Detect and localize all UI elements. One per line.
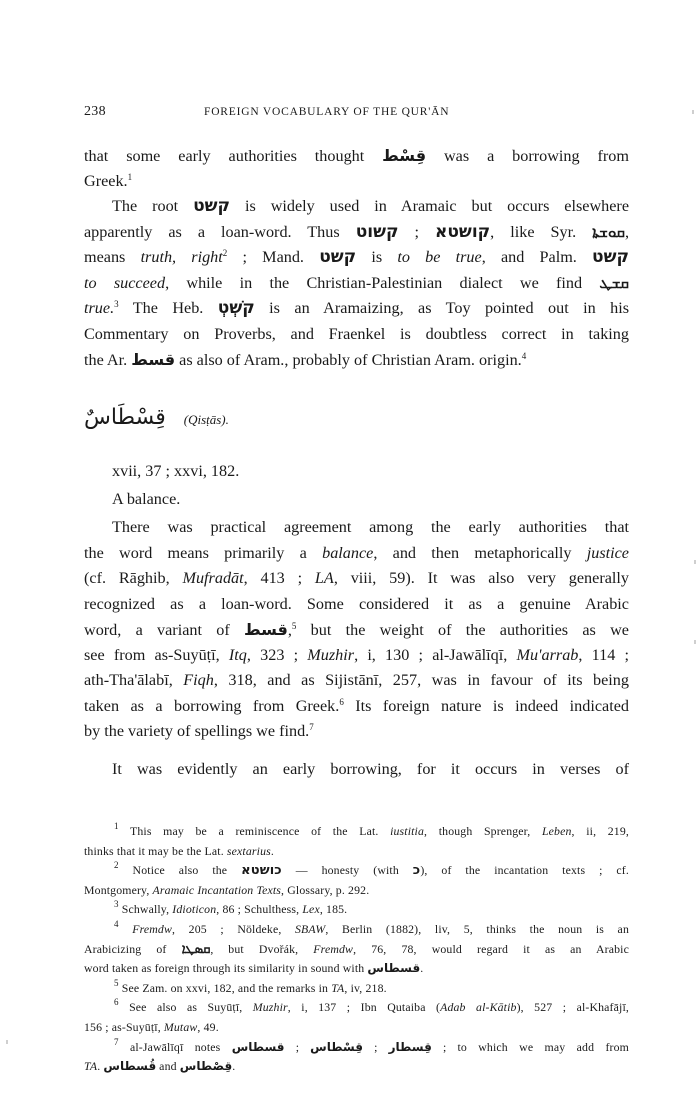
text-run: , Berlin (1882), liv, 5, thinks the noun is an — [325, 921, 629, 936]
arabic-word: قسط — [131, 350, 176, 369]
arabic-word: قِسطار — [388, 1039, 432, 1054]
italic-term: TA — [84, 1059, 98, 1074]
text-line — [84, 592, 629, 618]
text-run: . — [270, 843, 274, 858]
entry-references — [84, 459, 629, 485]
text-run: Schwally, — [118, 902, 173, 917]
text-run: , viii, 59). It was also very generally — [333, 569, 629, 587]
footnote-line — [84, 940, 629, 960]
text-line — [84, 271, 629, 297]
text-run: Greek. — [84, 171, 128, 190]
text-run: see from as-Suyūṭī, — [84, 645, 229, 664]
italic-term: justice — [586, 543, 629, 562]
italic-term: Fremdw — [132, 921, 172, 936]
italic-term: iustitia — [390, 824, 425, 838]
text-run: Montgomery, — [84, 882, 153, 897]
footnote-line — [84, 861, 629, 881]
footnote-marker: 4 — [114, 918, 119, 929]
paragraph-early-borrowing — [84, 757, 629, 783]
text-run: The root — [112, 197, 194, 215]
text-run: was a borrowing from — [426, 147, 629, 165]
italic-term: Aramaic Incantation Texts — [152, 882, 282, 897]
entry-headword — [84, 405, 229, 430]
footnote-line — [84, 900, 629, 920]
footnote-marker: 6 — [114, 997, 119, 1008]
text-line — [84, 322, 629, 348]
text-run: , 86 ; Schulthess, — [216, 902, 303, 917]
text-run: , though Sprenger, — [424, 824, 542, 838]
hebrew-word: כ — [412, 863, 421, 879]
hebrew-word: קשט — [193, 196, 231, 216]
headword-transliteration: (Qisṭās). — [183, 412, 229, 427]
italic-term: Adab al-Kātib — [440, 1000, 517, 1015]
text-run: ath-Tha'ālabī, — [84, 671, 184, 689]
text-line — [84, 643, 629, 669]
hebrew-word: כושטא — [241, 863, 282, 879]
text-line — [84, 668, 629, 694]
syriac-word: ܩܘܫܬܐ — [592, 222, 625, 241]
scan-artifact — [692, 110, 694, 114]
footnote-line — [84, 1018, 629, 1038]
text-run: , while in the Christian-Palestinian dialect we find — [165, 273, 600, 292]
scan-artifact — [694, 560, 696, 564]
italic-term: Fiqh — [183, 671, 214, 689]
italic-term: Mutaw — [163, 1019, 198, 1034]
text-run: See also as Suyūṭī, — [118, 1000, 253, 1015]
footnote-marker: 5 — [291, 621, 297, 631]
italic-term: Itq — [228, 645, 247, 664]
text-line — [84, 347, 629, 373]
text-run: , and then metaphorically — [373, 543, 587, 562]
italic-term: LA — [314, 569, 334, 587]
text-run: Notice also the — [118, 863, 242, 878]
italic-term: sextarius — [226, 843, 271, 858]
page-number: 238 — [84, 104, 106, 119]
footnote-marker: 1 — [114, 821, 119, 831]
footnote-line — [84, 1038, 629, 1058]
text-run: al-Jawālīqī notes — [118, 1039, 232, 1054]
text-run: , Glossary, p. 292. — [281, 882, 370, 897]
hebrew-word: קשוט — [355, 221, 399, 242]
arabic-word: قِصْطاس — [179, 1059, 233, 1074]
footnote-marker: 2 — [222, 248, 228, 258]
text-run: that some early authorities thought — [84, 147, 383, 165]
text-run: is an Aramaizing, as Toy pointed out in his — [254, 299, 630, 317]
text-run: is widely used in Aramaic but occurs elsewhere — [230, 197, 630, 215]
text-run: , 413 ; — [243, 569, 315, 587]
text-line — [84, 296, 629, 322]
italic-term: Muzhir — [252, 1000, 288, 1015]
italic-term: to succeed — [84, 273, 166, 292]
text-line — [84, 617, 629, 643]
text-run: and — [156, 1059, 180, 1074]
text-run: , 185. — [319, 902, 348, 917]
paragraph-agreement — [84, 515, 629, 745]
italic-term: true. — [84, 299, 115, 317]
footnote-line — [84, 998, 629, 1018]
footnote-line — [84, 842, 629, 862]
text-run: There was practical agreement among the early authorities that — [112, 518, 629, 536]
text-line — [84, 194, 629, 220]
scan-artifact — [694, 640, 696, 644]
text-run: word, a variant of — [84, 621, 244, 639]
text-run: the word means primarily a — [84, 543, 323, 562]
text-run: , — [624, 222, 629, 241]
text-run: , iv, 218. — [344, 980, 387, 995]
text-run: is — [356, 248, 398, 266]
footnote-marker: 7 — [309, 722, 314, 732]
footnote-marker: 3 — [114, 899, 119, 910]
text-run: ; Mand. — [227, 248, 320, 266]
text-line — [84, 143, 629, 169]
hebrew-word: קושטא — [435, 221, 491, 242]
text-line — [84, 245, 629, 271]
text-line — [84, 169, 629, 195]
text-run: ), of the incantation texts ; cf. — [420, 863, 629, 878]
italic-term: balance — [322, 543, 374, 562]
footnote-line — [84, 1057, 629, 1077]
text-line — [84, 515, 629, 541]
footnote-marker: 6 — [339, 696, 344, 707]
italic-term: Muzhir — [307, 645, 355, 664]
footnote-line — [84, 822, 629, 842]
text-run: , but Dvořák, — [210, 941, 314, 956]
text-run: thinks that it may be the Lat. — [84, 843, 227, 858]
italic-term: SBAW — [295, 921, 326, 936]
text-run: ; to which we may add from — [431, 1039, 629, 1054]
footnotes — [84, 822, 629, 1077]
italic-term: Leben — [541, 824, 572, 838]
arabic-word: قِسْط — [382, 146, 427, 165]
arabic-word: قسط — [243, 620, 288, 639]
text-line — [84, 757, 629, 783]
quran-references: xvii, 37 ; xxvi, 182. — [112, 462, 240, 480]
text-run: ; — [363, 1039, 389, 1054]
text-run: , and Palm. — [481, 248, 593, 266]
arabic-word: قسطاس — [231, 1039, 285, 1054]
arabic-word: قِسْطاس — [310, 1039, 363, 1054]
text-run: , i, 130 ; al-Jawālīqī, — [354, 645, 517, 664]
text-line — [84, 541, 629, 567]
footnote-marker: 1 — [127, 171, 133, 182]
italic-term: to be true — [397, 248, 482, 266]
text-run: the Ar. — [84, 351, 132, 369]
text-run: , ii, 219, — [571, 824, 629, 838]
text-run: . — [232, 1059, 236, 1074]
text-run: , like Syr. — [490, 222, 593, 241]
text-run: , 49. — [197, 1019, 219, 1034]
text-run — [119, 922, 133, 936]
text-run: apparently as a loan-word. Thus — [84, 222, 356, 241]
arabic-word: قسطاس — [367, 961, 421, 976]
text-line — [84, 694, 629, 720]
footnote-marker: 4 — [521, 351, 527, 361]
text-run: as also of Aram., probably of Christian Aram. origin. — [175, 351, 522, 369]
italic-term: TA — [331, 980, 345, 995]
text-run: 156 ; as-Suyūṭī, — [84, 1019, 164, 1034]
text-line — [84, 719, 629, 745]
text-run: , 76, 78, would regard it as an Arabic — [353, 941, 629, 956]
italic-term: Idioticon — [172, 902, 217, 917]
text-run: ; — [398, 222, 435, 241]
footnote-marker: 7 — [114, 1036, 119, 1047]
entry-gloss — [84, 487, 629, 513]
text-run: It was evidently an early borrowing, for it occurs in verses of — [112, 760, 629, 778]
text-line — [84, 566, 629, 592]
italic-term: Mufradāt — [182, 569, 244, 587]
footnote-line — [84, 959, 629, 979]
text-run: Arabicizing of — [84, 941, 182, 956]
footnote-marker: 2 — [114, 860, 119, 871]
headword-arabic: قِسْطَاسٌ — [84, 405, 166, 430]
syriac-word: ܩܣܛܐ — [181, 941, 211, 957]
text-run: . — [97, 1059, 104, 1074]
text-run: , 318, and as Sijistānī, 257, was in favour of its being — [213, 671, 629, 689]
running-title: FOREIGN VOCABULARY OF THE QUR'ĀN — [204, 106, 450, 118]
footnote-line — [84, 881, 629, 901]
text-run: , 323 ; — [246, 645, 308, 664]
text-run: — honesty (with — [281, 863, 413, 878]
paragraph-root-qsht — [84, 194, 629, 373]
text-run: ), 527 ; al-Khafājī, — [516, 1000, 629, 1015]
text-run: The Heb. — [118, 299, 218, 317]
syriac-word: ܩܫܛ — [599, 273, 629, 292]
text-run: Commentary on Proverbs, and Fraenkel is doubtless correct in taking — [84, 324, 629, 343]
hebrew-word: קשט — [592, 247, 630, 267]
text-run: . — [420, 961, 424, 976]
text-run: , — [287, 621, 292, 639]
text-run: Its foreign nature is indeed indicated — [343, 696, 630, 715]
text-run: by the variety of spellings we find. — [84, 722, 310, 740]
intro-paragraph — [84, 143, 629, 194]
text-run: , i, 137 ; Ibn Qutaiba ( — [287, 1000, 441, 1015]
text-run: word taken as foreign through its similarity in sound with — [84, 961, 368, 976]
footnote-marker: 3 — [114, 299, 119, 309]
text-run: but the weight of the authorities as we — [296, 621, 629, 639]
scan-artifact — [6, 1040, 8, 1044]
arabic-word: قُسطاس — [103, 1059, 157, 1074]
text-run: means — [84, 248, 141, 266]
running-head — [84, 104, 629, 124]
footnote-marker: 5 — [114, 977, 119, 988]
italic-term: truth, right — [140, 248, 223, 266]
footnote-line — [84, 979, 629, 999]
text-line — [84, 220, 629, 246]
text-run: taken as a borrowing from Greek. — [84, 696, 340, 715]
text-run: ; — [284, 1039, 311, 1054]
hebrew-word: קֹשְׁטְ — [217, 298, 255, 318]
italic-term: Mu'arrab — [516, 645, 579, 664]
text-run: See Zam. on xxvi, 182, and the remarks in — [118, 980, 332, 995]
text-run: , 205 ; Nöldeke, — [172, 921, 295, 936]
text-run: recognized as a loan-word. Some considered it as a genuine Arabic — [84, 594, 629, 613]
text-run: This may be a reminiscence of the Lat. — [118, 824, 391, 838]
footnote-line — [84, 920, 629, 940]
text-run: (cf. Rāghib, — [84, 569, 183, 587]
gloss: A balance. — [112, 490, 181, 508]
hebrew-word: קשט — [319, 247, 357, 267]
italic-term: Fremdw — [313, 941, 354, 956]
text-run: , 114 ; — [578, 645, 629, 664]
italic-term: Lex — [302, 902, 320, 917]
